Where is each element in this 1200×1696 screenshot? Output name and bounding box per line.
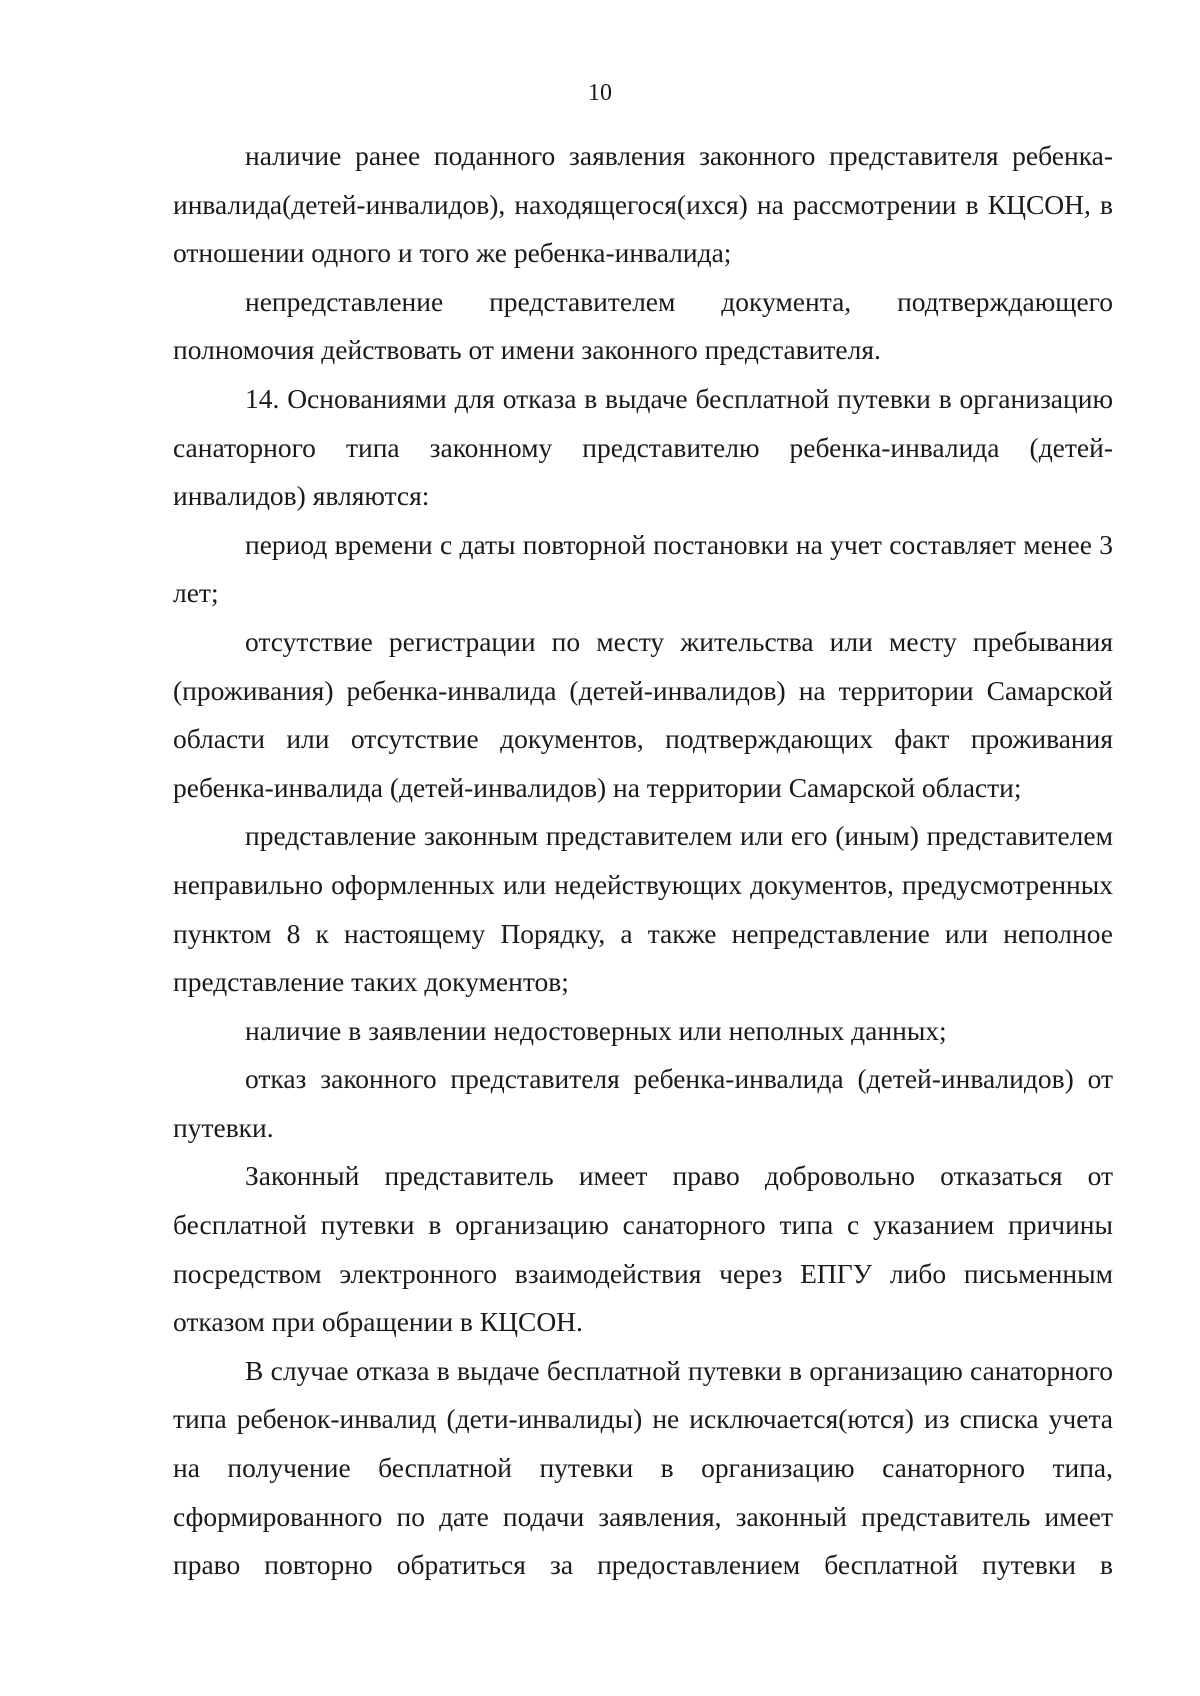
paragraph-2: непредставление представителем документа, подтверждающего полномочия действовать от имени законного представителя. — [173, 285, 1113, 366]
paragraph-10: В случае отказа в выдаче бесплатной путевки в организацию санаторного типа ребенок-инвалид (дети-инвалиды) не исключается(ются) из списка учета на получение бесплатной путевки в организацию санаторного типа, сформированного по дате подачи заявления, законный представитель имеет право повторно обратиться за предоставлением бесплатной путевки в — [173, 1354, 1113, 1581]
paragraph-5: отсутствие регистрации по месту жительства или месту пребывания (проживания) ребенка-инвалида (детей-инвалидов) на территории Самарской области или отсутствие документов, подтверждающих факт проживания ребенка-инвалида (детей-инвалидов) на территории Самарской области; — [173, 625, 1113, 803]
paragraph-4: период времени с даты повторной постановки на учет составляет менее 3 лет; — [173, 528, 1113, 609]
paragraph-1: наличие ранее поданного заявления законного представителя ребенка-инвалида(детей-инвалидов), находящегося(ихся) на рассмотрении в КЦСОН, в отношении одного и того же ребенка-инвалида; — [173, 140, 1113, 269]
page-number: 10 — [588, 80, 612, 106]
paragraph-3: 14. Основаниями для отказа в выдаче бесплатной путевки в организацию санаторного типа законному представителю ребенка-инвалида (детей-инвалидов) являются: — [173, 382, 1113, 512]
paragraph-6: представление законным представителем или его (иным) представителем неправильно оформленных или недействующих документов, предусмотренных пунктом 8 к настоящему Порядку, а также непредставление или неполное представление таких документов; — [173, 820, 1113, 998]
paragraph-7: наличие в заявлении недостоверных или неполных данных; — [245, 1014, 947, 1046]
paragraph-9: Законный представитель имеет право добровольно отказаться от бесплатной путевки в организацию санаторного типа с указанием причины посредством электронного взаимодействия через ЕПГУ либо письменным отказом при обращении в КЦСОН. — [173, 1160, 1113, 1338]
paragraph-8: отказ законного представителя ребенка-инвалида (детей-инвалидов) от путевки. — [173, 1063, 1113, 1143]
document-body — [173, 132, 1113, 1590]
